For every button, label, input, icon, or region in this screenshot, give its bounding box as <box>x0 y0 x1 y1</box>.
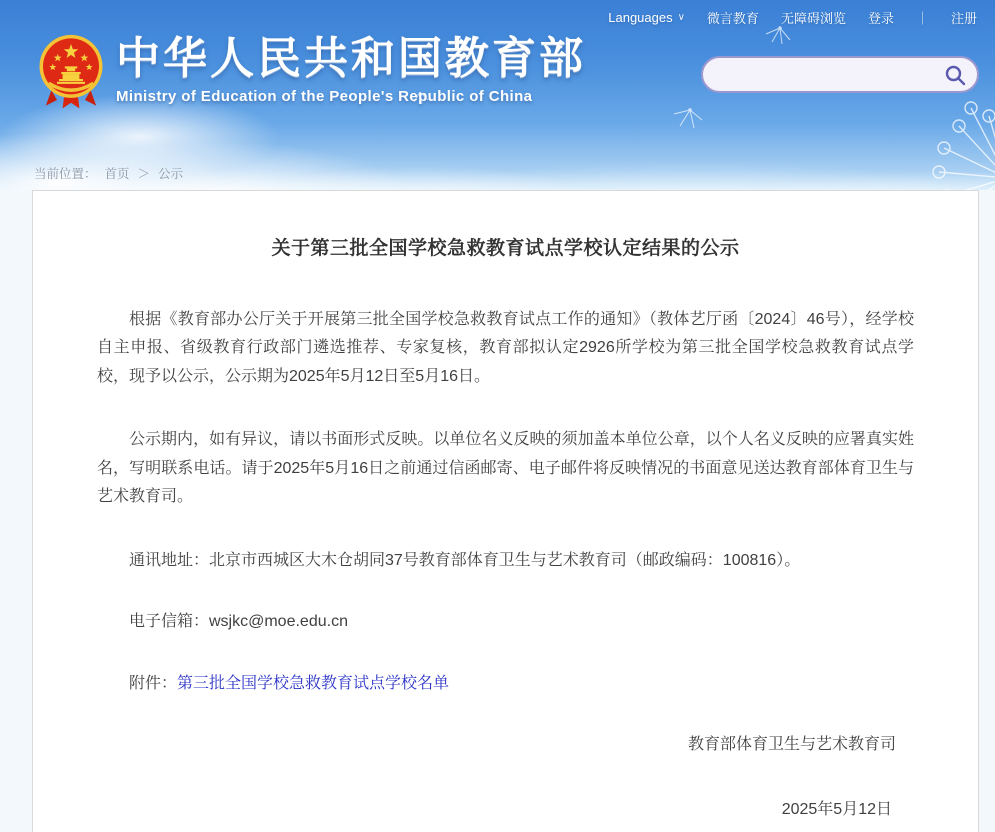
notice-paragraph-1: 根据《教育部办公厅关于开展第三批全国学校急救教育试点工作的通知》（教体艺厅函〔2024〕46号），经学校自主申报、省级教育行政部门遴选推荐、专家复核，教育部拟认定2926所学校为第三批全国学校急救教育试点学校，现予以公示，公示期为2025年5月12日至5月16日。 <box>97 311 914 385</box>
breadcrumb-label: 当前位置： <box>34 167 97 181</box>
dandelion-decoration-icon <box>839 86 995 190</box>
accessibility-link[interactable]: 无障碍浏览 <box>780 11 846 26</box>
attachment-line <box>97 670 914 698</box>
mailing-address-line: 通讯地址：北京市西城区大木仓胡同37号教育部体育卫生与艺术教育司（邮政编码：100816）。 <box>129 551 801 569</box>
notice-body <box>97 306 914 824</box>
breadcrumb-home-link[interactable]: 首页 <box>104 167 130 181</box>
search-bar <box>701 56 979 93</box>
search-input[interactable] <box>719 67 943 83</box>
brand-text <box>116 32 586 105</box>
search-icon[interactable] <box>943 63 967 87</box>
attachment-label: 附件： <box>129 674 178 692</box>
notice-panel <box>32 190 979 832</box>
signature-date: 2025年5月12日 <box>781 800 892 818</box>
national-emblem-logo-icon[interactable] <box>36 32 106 112</box>
register-link[interactable]: 注册 <box>950 11 977 26</box>
site-header <box>0 0 995 190</box>
signature-department: 教育部体育卫生与艺术教育司 <box>687 736 896 754</box>
site-brand <box>36 32 586 112</box>
site-title-cn: 中华人民共和国教育部 <box>116 34 586 83</box>
top-utility-nav <box>608 8 977 27</box>
languages-label: Languages <box>608 10 673 25</box>
notice-title: 关于第三批全国学校急救教育试点学校认定结果的公示 <box>271 238 740 259</box>
weiyan-edu-link[interactable]: 微言教育 <box>706 11 759 26</box>
email-line: 电子信箱：wsjkc@moe.edu.cn <box>129 613 348 631</box>
login-link[interactable]: 登录 <box>867 11 894 26</box>
breadcrumb-current-link[interactable]: 公示 <box>158 167 184 181</box>
attachment-link[interactable]: 第三批全国学校急救教育试点学校名单 <box>177 674 450 692</box>
notice-paragraph-2: 公示期内，如有异议，请以书面形式反映。以单位名义反映的须加盖本单位公章，以个人名义反映的应署真实姓名，写明联系电话。请于2025年5月16日之前通过信函邮寄、电子邮件将反映情况的书面意见送达教育部体育卫生与艺术教育司。 <box>97 431 914 506</box>
site-title-en: Ministry of Education of the People's Republic of China <box>116 88 533 106</box>
nav-divider: ｜ <box>915 11 929 26</box>
breadcrumb <box>34 164 183 182</box>
chevron-down-icon: ∨ <box>677 12 685 23</box>
languages-menu[interactable] <box>608 10 685 25</box>
breadcrumb-separator: ＞ <box>137 167 151 181</box>
